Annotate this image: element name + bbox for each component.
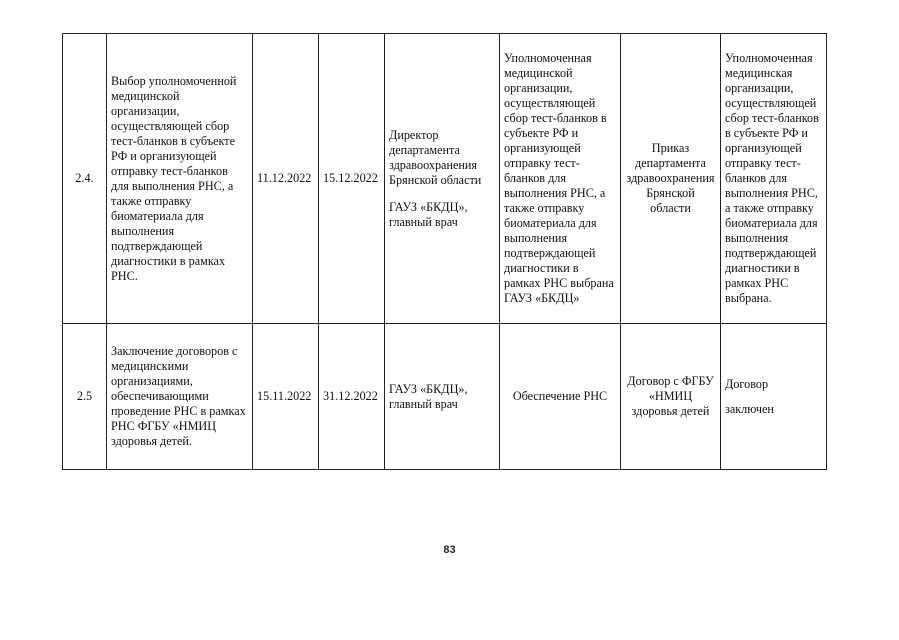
fact-line: Договор bbox=[725, 376, 769, 391]
end-date-cell: 15.12.2022 bbox=[319, 34, 385, 324]
result-cell: Уполномоченная медицинской организации, осуществляющей сбор тест-бланков в субъекте РФ и организующей отправку тест-бланков для выполнения РНС, а также отправку биоматериала для выполнения подтверждающей диагностики в рамках РНС выбрана ГАУЗ «БКДЦ» bbox=[500, 34, 621, 324]
row-number: 2.4. bbox=[63, 34, 107, 324]
row-number: 2.5 bbox=[63, 324, 107, 470]
responsible-cell bbox=[385, 34, 500, 324]
document-cell: Договор с ФГБУ «НМИЦ здоровья детей bbox=[621, 324, 721, 470]
task-cell: Заключение договоров с медицинскими организациями, обеспечивающими проведение РНС в рамках РНС ФГБУ «НМИЦ здоровья детей. bbox=[107, 324, 253, 470]
fact-cell: Уполномоченная медицинская организации, осуществляющей сбор тест-бланков в субъекте РФ и организующей отправку тест-бланков для выполнения РНС, а также отправку биоматериала для выполнения подтверждающей диагностики в рамках РНС выбрана. bbox=[721, 34, 827, 324]
start-date-cell: 15.11.2022 bbox=[253, 324, 319, 470]
responsible-line: ГАУЗ «БКДЦ», главный врач bbox=[389, 199, 468, 229]
start-date-cell: 11.12.2022 bbox=[253, 34, 319, 324]
end-date-cell: 31.12.2022 bbox=[319, 324, 385, 470]
document-cell: Приказ департамента здравоохранения Брянской области bbox=[621, 34, 721, 324]
responsible-cell: ГАУЗ «БКДЦ», главный врач bbox=[385, 324, 500, 470]
table-row bbox=[63, 324, 827, 470]
fact-line: заключен bbox=[725, 401, 774, 416]
plan-table bbox=[62, 33, 827, 470]
result-cell: Обеспечение РНС bbox=[500, 324, 621, 470]
page-number: 83 bbox=[443, 544, 456, 556]
fact-cell bbox=[721, 324, 827, 470]
table-row bbox=[63, 34, 827, 324]
responsible-line: Директор департамента здравоохранения Брянской области bbox=[389, 127, 482, 187]
task-cell: Выбор уполномоченной медицинской организации, осуществляющей сбор тест-бланков в субъекте РФ и организующей отправку тест-бланков для выполнения РНС, а также отправку биоматериала для выполнения подтверждающей диагностики в рамках РНС. bbox=[107, 34, 253, 324]
